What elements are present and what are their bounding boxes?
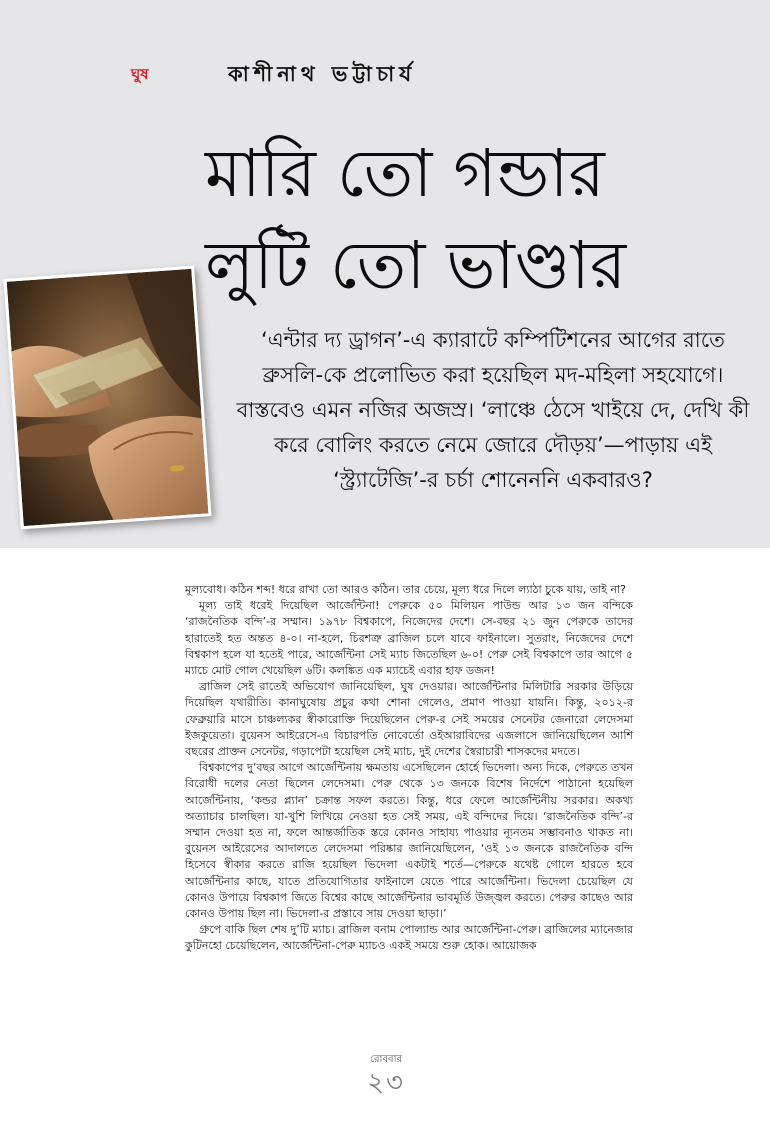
page-number: ২৩: [367, 1068, 405, 1098]
body-paragraph-3: ব্রাজিল সেই রাতেই অভিযোগ জানিয়েছিল, ঘুষ দেওয়ার। আর্জেন্টিনার মিলিটারি সরকার উড়িয়ে দিয়েছিল যথারীতি। কানাঘুষোয় প্রচুর কথা শোনা গেলেও, প্রমাণ পাওয়া যায়নি। কিন্তু, ২০১২-র ফেব্রুয়ারি মাসে চাঞ্চল্যকর স্বীকারোক্তি দিয়েছিলেন পেরু-র সেই সময়ের সেনেটর জেনারো লেদেসমা ইজকুয়েতা। বুয়েনস আইরেসে-এ বিচারপতি নোবের্তো ওইআরাবিদের এজলাসে জানিয়েছিলেন আশি বছরের প্রাক্তন সেনেটর, গড়াপেটা হয়েছিল সেই ম্যাচ, দুই দেশের স্বৈরাচারী শাসকদের মদতে।: [185, 680, 633, 759]
body-paragraph-4: বিশ্বকাপের দু’বছর আগে আর্জেন্টিনায় ক্ষমতায় এসেছিলেন হোর্হে ভিদেলা। অন্য দিকে, পেরুতে তখন বিরোধী দলের নেতা ছিলেন লেদেসমা। পেরু থেকে ১৩ জনকে বিশেষ নির্দেশে পাঠানো হয়েছিল আর্জেন্টিনায়, ‘কন্ডর প্ল্যান’ চক্রান্ত সফল করতে। কিন্তু, ধরে ফেলে আর্জেন্টিনীয় সরকার। অকথ্য অত্যাচার চালছিল। যা-খুশি লিখিয়ে নেওয়া হত সেই সময়, এই বন্দিদের দিয়ে। ‘রাজনৈতিক বন্দি’-র সম্মান দেওয়া হত না, ফলে আন্তর্জাতিক স্তরে কোনও সাহায্য পাওয়ার ন্যূনতম সম্ভাবনাও থাকত না। বুয়েনস আইরেসের আদালতে লেদেসমা পরিষ্কার জানিয়েছিলেন, ‘ওই ১৩ জনকে রাজনৈতিক বন্দি হিসেবে স্বীকার করতে রাজি হয়েছিল ভিদেলা একটাই শর্তে—পেরুকে যথেষ্ট গোলে হারতে হবে আর্জেন্টিনার কাছে, যাতে প্রতিযোগিতার ফাইনালে যেতে পারে আর্জেন্টিনা। ভিদেলা চেয়েছিল যে কোনও উপায়ে বিশ্বকাপ জিতে বিশ্বের কাছে আর্জেন্টিনার ভাবমূর্তি উজ্জ্বল করতে। পেরুর কাছেও আর কোনও উপায় ছিল না। ভিদেলা-র প্রস্তাবে সায় দেওয়া ছাড়া।’: [185, 761, 633, 921]
money-handover-photo: [3, 266, 211, 530]
body-paragraph-1: মূল্যবোধ। কঠিন শব্দ! ধরে রাখা তো আরও কঠিন। তার চেয়ে, মূল্য ধরে দিলে ল্যাঠা চুকে যায়, তাই না?: [185, 583, 627, 596]
body-paragraph-2: মূল্য তাই ধরেই দিয়েছিল আর্জেন্টিনা! পেরুকে ৫০ মিলিয়ন পাউন্ড আর ১৩ জন বন্দিকে ‘রাজনৈতিক বন্দি’-র সম্মান। ১৯৭৮ বিশ্বকাপে, নিজেদের দেশে। সে-বছর ২১ জুন পেরুকে তাদের হারাতেই হত অন্তত ৪-০। না-হলে, চিরশত্রু ব্রাজিল চলে যাবে ফাইনালে। সুতরাং, নিজেদের দেশে বিশ্বকাপ হলে যা হতেই পারে, আর্জেন্টিনা সেই ম্যাচ জিতেছিল ৬-০! পেরু সেই বিশ্বকাপে তার আগে ৫ ম্যাচে মোট গোল খেয়েছিল ৬টি। কলঙ্কিত এক ম্যাচেই এবার হাফ ডজন!: [185, 599, 633, 678]
money-handover-image: [7, 269, 209, 526]
headline-line-1: মারি তো গন্ডার: [205, 135, 605, 212]
article-body: [185, 582, 633, 955]
author-name: কাশীনাথ ভট্টাচার্য: [228, 62, 417, 86]
section-tag: ঘুষ: [131, 65, 149, 83]
body-paragraph-5: গ্রুপে বাকি ছিল শেষ দু’টি ম্যাচ। ব্রাজিল বনাম পোল্যান্ড আর আর্জেন্টিনা-পেরু। ব্রাজিলের ম্যানেজার কুটিনহো চেয়েছিলেন, আর্জেন্টিনা-পেরু ম্যাচও একই সময়ে শুরু হোক। আয়োজক: [185, 923, 633, 953]
headline: [205, 128, 745, 312]
headline-line-2: লুটি তো ভাণ্ডার: [205, 227, 627, 304]
publication-label: রোববার: [370, 1054, 402, 1065]
intro-text: ‘এন্টার দ্য ড্রাগন’-এ ক্যারাটে কম্পিটিশনের আগের রাতে ব্রুসলি-কে প্রলোভিত করা হয়েছিল মদ-মহিলা সহযোগে। বাস্তবেও এমন নজির অজস্র। ‘লাঞ্চে ঠেসে খাইয়ে দে, দেখি কী করে বোলিং করতে নেমে জোরে দৌড়য়’—পাড়ায় এই ‘স্ট্র্যাটেজি’-র চর্চা শোনেননি একবারও?: [236, 328, 750, 492]
